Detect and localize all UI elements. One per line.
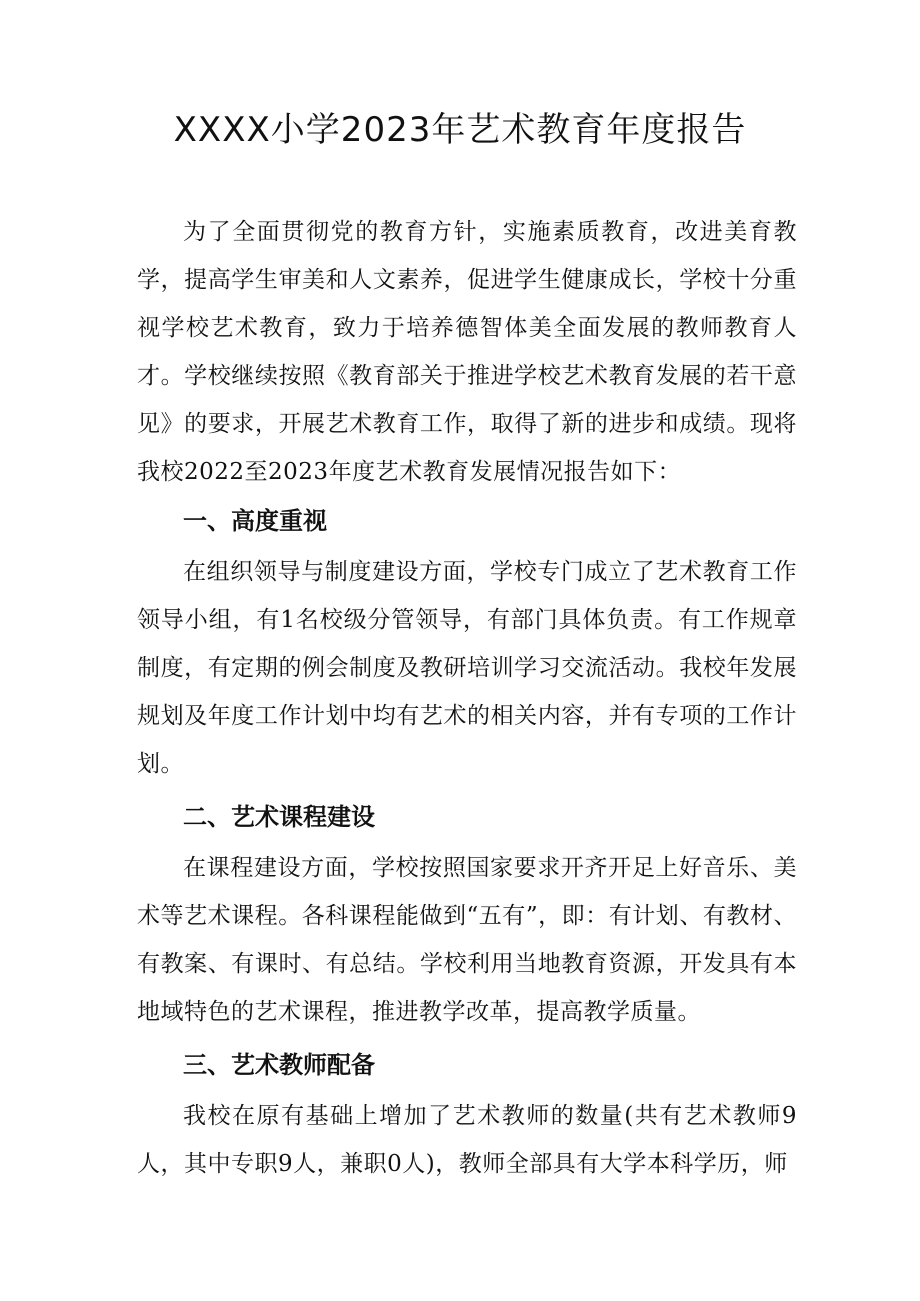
- section-2: [137, 792, 797, 1036]
- section-3: [137, 1040, 797, 1188]
- section-paragraph: 我校在原有基础上增加了艺术教师的数量(共有艺术教师9人，其中专职9人，兼职0人)，教师全部具有大学本科学历，师: [137, 1103, 797, 1177]
- section-heading: 三、艺术教师配备: [183, 1051, 375, 1079]
- section-heading: 一、高度重视: [183, 507, 327, 535]
- intro-paragraph: 为了全面贯彻党的教育方针，实施素质教育，改进美育教学，提高学生审美和人文素养，促进学生健康成长，学校十分重视学校艺术教育，致力于培养德智体美全面发展的教师教育人才。学校继续按照《教育部关于推进学校艺术教育发展的若干意见》的要求，开展艺术教育工作，取得了新的进步和成绩。现将我校2022至2023年度艺术教育发展情况报告如下：: [137, 219, 797, 485]
- section-paragraph: 在组织领导与制度建设方面，学校专门成立了艺术教育工作领导小组，有1名校级分管领导，有部门具体负责。有工作规章制度，有定期的例会制度及教研培训学习交流活动。我校年发展规划及年度工作计划中均有艺术的相关内容，并有专项的工作计划。: [137, 559, 797, 777]
- document-content: [137, 208, 797, 1192]
- section-paragraph: 在课程建设方面，学校按照国家要求开齐开足上好音乐、美术等艺术课程。各科课程能做到“五有”，即：有计划、有教材、有教案、有课时、有总结。学校利用当地教育资源，开发具有本地域特色的艺术课程，推进教学改革，提高教学质量。: [137, 855, 797, 1025]
- section-1: [137, 496, 797, 788]
- section-heading: 二、艺术课程建设: [183, 803, 375, 831]
- document-title: XXXX小学2023年艺术教育年度报告: [173, 110, 747, 150]
